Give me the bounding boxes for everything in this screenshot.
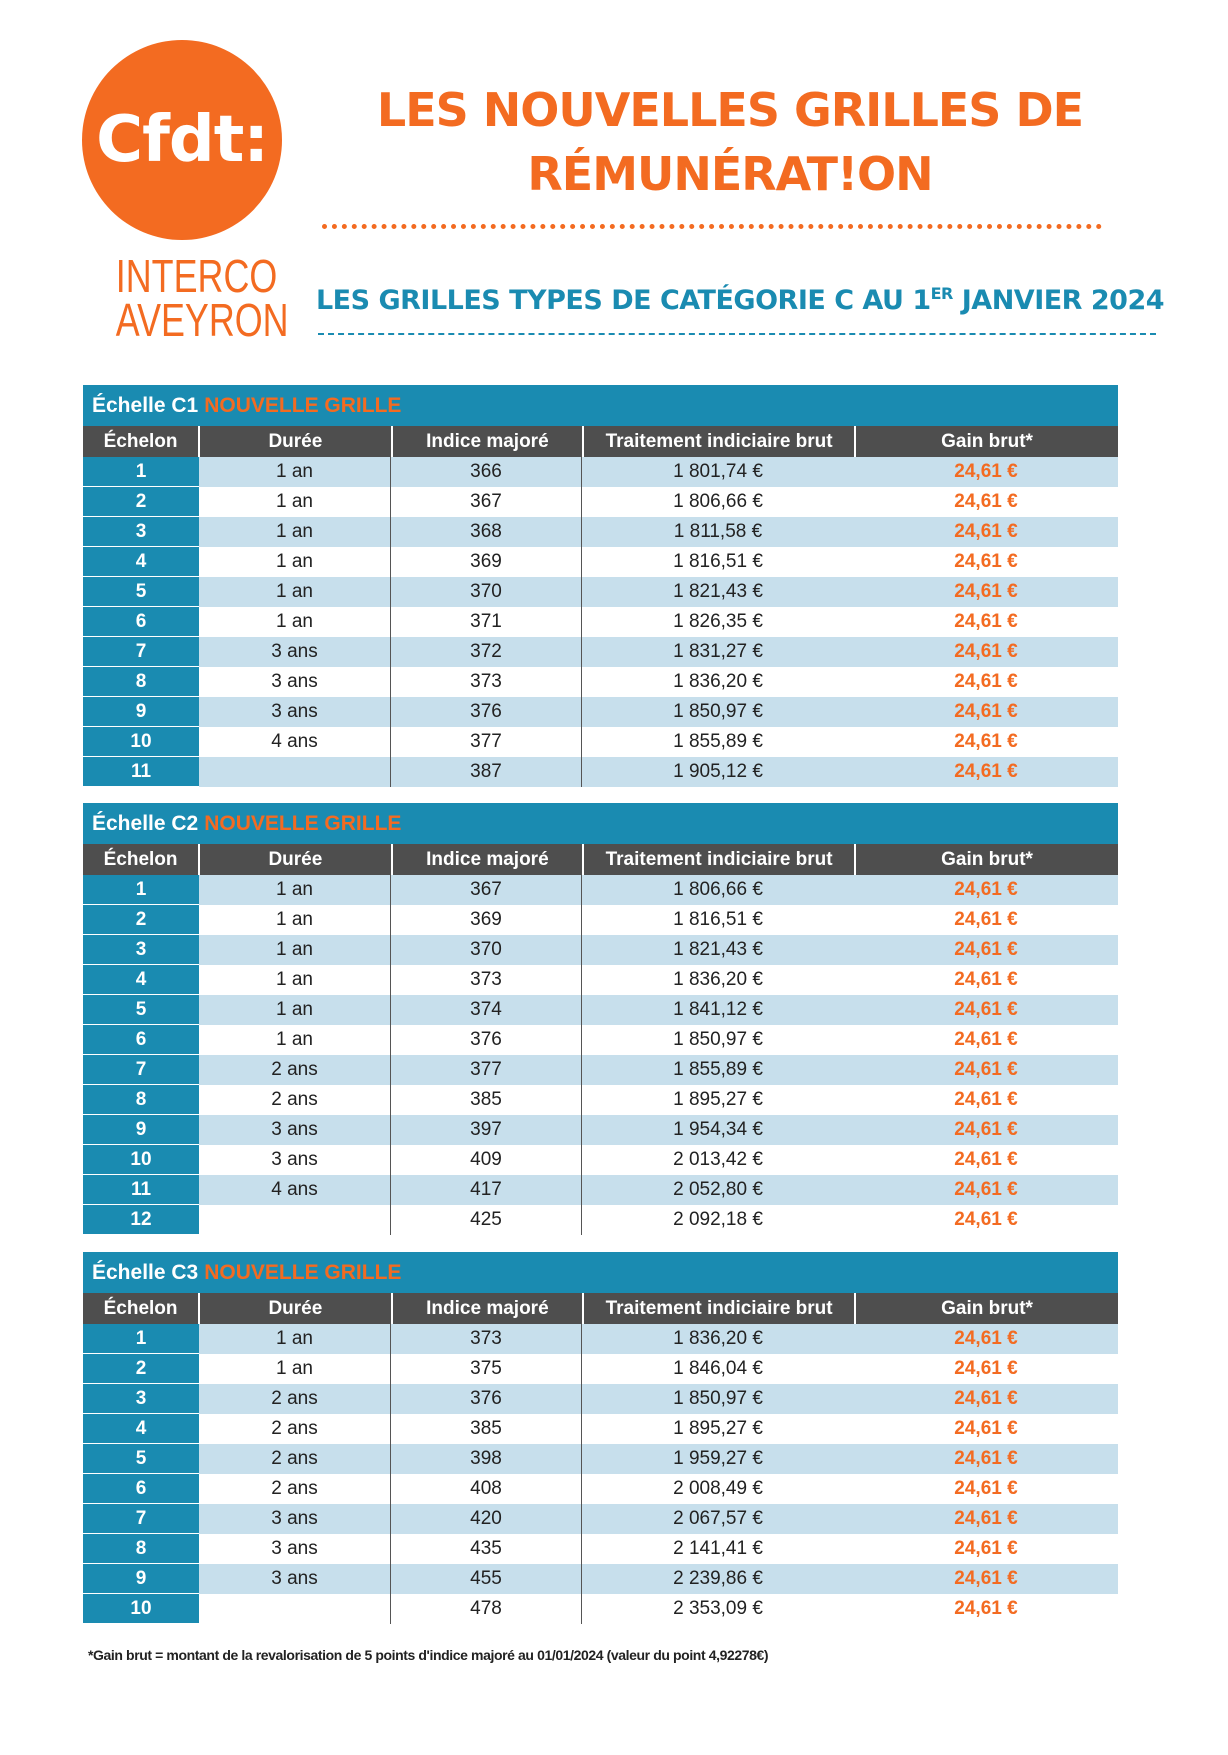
table-row — [83, 727, 1118, 757]
title-line2: RÉMUNÉRAT!ON — [527, 147, 933, 201]
cell-echelon: 4 — [83, 1414, 199, 1444]
table-body — [83, 457, 1118, 787]
cell-echelon: 12 — [83, 1205, 199, 1235]
cell-echelon: 7 — [83, 1504, 199, 1534]
cell-indice: 372 — [391, 637, 582, 667]
cfdt-logo-circle — [82, 40, 282, 240]
scale-title — [83, 1252, 1118, 1293]
column-header-duree: Durée — [198, 844, 391, 875]
subtitle-sup: ER — [930, 284, 953, 303]
cell-gain: 24,61 € — [954, 1478, 1018, 1499]
scale-table-c1 — [83, 385, 1118, 787]
cell-traitement: 1 895,27 € — [673, 1089, 763, 1110]
column-header-gain: Gain brut* — [854, 1293, 1118, 1324]
cell-duree: 3 ans — [199, 637, 391, 667]
cell-gain: 24,61 € — [954, 671, 1018, 692]
cell-duree: 1 an — [199, 517, 391, 547]
scale-tag: NOUVELLE GRILLE — [204, 393, 402, 417]
cell-duree: 2 ans — [199, 1414, 391, 1444]
cell-indice: 368 — [391, 517, 582, 547]
cell-indice: 367 — [391, 875, 582, 905]
table-row — [83, 1055, 1118, 1085]
cell-gain: 24,61 € — [954, 1358, 1018, 1379]
cell-gain: 24,61 € — [954, 1538, 1018, 1559]
cell-traitement: 1 806,66 € — [673, 879, 763, 900]
orange-dotted-divider — [322, 224, 1102, 229]
cell-duree — [199, 1205, 391, 1235]
table-row — [83, 875, 1118, 905]
cell-traitement: 1 959,27 € — [673, 1448, 763, 1469]
scale-name: Échelle C1 — [92, 393, 199, 417]
table-row — [83, 1504, 1118, 1534]
cell-gain: 24,61 € — [954, 1388, 1018, 1409]
cell-indice: 417 — [391, 1175, 582, 1205]
cell-echelon: 9 — [83, 697, 199, 727]
cell-indice: 420 — [391, 1504, 582, 1534]
subtitle-end: JANVIER 2024 — [952, 285, 1165, 316]
table-row — [83, 1205, 1118, 1235]
cell-traitement: 1 850,97 € — [673, 1029, 763, 1050]
cell-indice: 376 — [391, 697, 582, 727]
cell-indice: 377 — [391, 727, 582, 757]
cell-indice: 397 — [391, 1115, 582, 1145]
cell-gain: 24,61 € — [954, 731, 1018, 752]
cell-indice: 435 — [391, 1534, 582, 1564]
logo-line1: INTERCO — [115, 250, 278, 302]
cell-gain: 24,61 € — [954, 1059, 1018, 1080]
cell-duree: 4 ans — [199, 1175, 391, 1205]
cell-traitement: 1 806,66 € — [673, 491, 763, 512]
cell-echelon: 9 — [83, 1115, 199, 1145]
subtitle-main: LES GRILLES TYPES DE CATÉGORIE C AU 1 — [315, 285, 931, 316]
table-row — [83, 1414, 1118, 1444]
table-row — [83, 667, 1118, 697]
cell-echelon: 8 — [83, 1534, 199, 1564]
cell-traitement: 1 841,12 € — [673, 999, 763, 1020]
cell-gain: 24,61 € — [954, 641, 1018, 662]
column-header-traitement: Traitement indiciaire brut — [582, 844, 854, 875]
table-row — [83, 1354, 1118, 1384]
table-row — [83, 517, 1118, 547]
cell-traitement: 1 831,27 € — [673, 641, 763, 662]
table-row — [83, 1444, 1118, 1474]
table-row — [83, 995, 1118, 1025]
scale-tag: NOUVELLE GRILLE — [204, 1260, 402, 1284]
scale-tag: NOUVELLE GRILLE — [204, 811, 402, 835]
table-row — [83, 965, 1118, 995]
cell-gain: 24,61 € — [954, 909, 1018, 930]
table-body — [83, 1324, 1118, 1624]
cell-traitement: 1 954,34 € — [673, 1119, 763, 1140]
cell-duree: 3 ans — [199, 1115, 391, 1145]
cell-traitement: 2 239,86 € — [673, 1568, 763, 1589]
cell-indice: 369 — [391, 905, 582, 935]
cell-echelon: 2 — [83, 905, 199, 935]
cell-indice: 375 — [391, 1354, 582, 1384]
cell-duree: 1 an — [199, 487, 391, 517]
cell-duree: 2 ans — [199, 1085, 391, 1115]
scale-title — [83, 803, 1118, 844]
cell-echelon: 3 — [83, 1384, 199, 1414]
cell-gain: 24,61 € — [954, 939, 1018, 960]
cell-duree: 2 ans — [199, 1474, 391, 1504]
cell-gain: 24,61 € — [954, 1209, 1018, 1230]
cell-indice: 366 — [391, 457, 582, 487]
blue-dashed-divider — [318, 333, 1156, 335]
cell-echelon: 2 — [83, 1354, 199, 1384]
table-row — [83, 697, 1118, 727]
cell-indice: 478 — [391, 1594, 582, 1624]
table-row — [83, 547, 1118, 577]
cell-traitement: 2 092,18 € — [673, 1209, 763, 1230]
cell-duree: 1 an — [199, 547, 391, 577]
cell-indice: 371 — [391, 607, 582, 637]
table-row — [83, 1324, 1118, 1354]
cell-traitement: 1 836,20 € — [673, 969, 763, 990]
column-headers — [83, 844, 1118, 875]
cell-duree: 1 an — [199, 607, 391, 637]
cell-traitement: 1 826,35 € — [673, 611, 763, 632]
cell-indice: 373 — [391, 1324, 582, 1354]
cell-duree: 1 an — [199, 935, 391, 965]
cell-echelon: 1 — [83, 875, 199, 905]
cell-traitement: 2 052,80 € — [673, 1179, 763, 1200]
cell-traitement: 1 905,12 € — [673, 761, 763, 782]
cell-gain: 24,61 € — [954, 1418, 1018, 1439]
cell-traitement: 1 850,97 € — [673, 701, 763, 722]
cell-echelon: 1 — [83, 1324, 199, 1354]
cell-echelon: 4 — [83, 965, 199, 995]
column-header-gain: Gain brut* — [854, 426, 1118, 457]
scale-name: Échelle C2 — [92, 811, 199, 835]
table-row — [83, 1564, 1118, 1594]
scale-table-c2 — [83, 803, 1118, 1235]
cell-indice: 376 — [391, 1384, 582, 1414]
scale-title — [83, 385, 1118, 426]
cell-echelon: 7 — [83, 637, 199, 667]
cell-indice: 455 — [391, 1564, 582, 1594]
cell-traitement: 1 855,89 € — [673, 731, 763, 752]
cell-gain: 24,61 € — [954, 1179, 1018, 1200]
cell-gain: 24,61 € — [954, 611, 1018, 632]
cell-echelon: 6 — [83, 1474, 199, 1504]
cell-indice: 374 — [391, 995, 582, 1025]
cell-echelon: 10 — [83, 727, 199, 757]
cell-echelon: 6 — [83, 607, 199, 637]
cell-duree: 3 ans — [199, 667, 391, 697]
cell-indice: 373 — [391, 667, 582, 697]
column-header-echelon: Échelon — [103, 848, 178, 870]
page-title — [320, 78, 1140, 206]
cell-traitement: 1 816,51 € — [673, 551, 763, 572]
column-header-duree: Durée — [198, 1293, 391, 1324]
cell-echelon: 11 — [83, 1175, 199, 1205]
table-row — [83, 1594, 1118, 1624]
table-body — [83, 875, 1118, 1235]
column-header-duree: Durée — [198, 426, 391, 457]
page-subtitle — [310, 284, 1170, 316]
column-header-traitement: Traitement indiciaire brut — [582, 1293, 854, 1324]
cell-traitement: 1 816,51 € — [673, 909, 763, 930]
cell-duree: 1 an — [199, 995, 391, 1025]
cell-gain: 24,61 € — [954, 701, 1018, 722]
table-row — [83, 577, 1118, 607]
cell-duree: 1 an — [199, 457, 391, 487]
table-row — [83, 457, 1118, 487]
table-row — [83, 637, 1118, 667]
column-header-echelon: Échelon — [103, 430, 178, 452]
cell-traitement: 1 801,74 € — [673, 461, 763, 482]
table-row — [83, 1175, 1118, 1205]
cell-echelon: 8 — [83, 1085, 199, 1115]
cell-gain: 24,61 € — [954, 1448, 1018, 1469]
cell-echelon: 5 — [83, 1444, 199, 1474]
cell-echelon: 4 — [83, 547, 199, 577]
cell-echelon: 1 — [83, 457, 199, 487]
logo-brand: Cfdt: — [96, 103, 268, 177]
cell-duree: 1 an — [199, 905, 391, 935]
cell-indice: 377 — [391, 1055, 582, 1085]
table-row — [83, 905, 1118, 935]
cell-indice: 398 — [391, 1444, 582, 1474]
cell-duree: 3 ans — [199, 1145, 391, 1175]
cell-echelon: 10 — [83, 1594, 199, 1624]
cell-duree: 3 ans — [199, 1534, 391, 1564]
cell-echelon: 5 — [83, 995, 199, 1025]
cell-gain: 24,61 € — [954, 1119, 1018, 1140]
cell-gain: 24,61 € — [954, 1089, 1018, 1110]
cell-traitement: 1 836,20 € — [673, 1328, 763, 1349]
column-header-indice: Indice majoré — [391, 844, 583, 875]
footnote: *Gain brut = montant de la revalorisation de 5 points d'indice majoré au 01/01/2024 (valeur du point 4,92278€) — [88, 1647, 769, 1663]
cell-indice: 370 — [391, 577, 582, 607]
cell-gain: 24,61 € — [954, 969, 1018, 990]
cell-echelon: 2 — [83, 487, 199, 517]
cell-indice: 385 — [391, 1414, 582, 1444]
cell-duree: 2 ans — [199, 1384, 391, 1414]
cell-traitement: 1 855,89 € — [673, 1059, 763, 1080]
cell-duree: 2 ans — [199, 1444, 391, 1474]
column-header-indice: Indice majoré — [391, 426, 583, 457]
cell-duree: 1 an — [199, 1025, 391, 1055]
cell-traitement: 2 141,41 € — [673, 1538, 763, 1559]
table-row — [83, 1085, 1118, 1115]
cell-duree — [199, 757, 391, 787]
table-row — [83, 1145, 1118, 1175]
scale-table-c3 — [83, 1252, 1118, 1624]
cell-echelon: 3 — [83, 517, 199, 547]
table-row — [83, 487, 1118, 517]
table-row — [83, 1474, 1118, 1504]
scale-name: Échelle C3 — [92, 1260, 199, 1284]
cell-gain: 24,61 € — [954, 879, 1018, 900]
cell-gain: 24,61 € — [954, 761, 1018, 782]
cell-indice: 369 — [391, 547, 582, 577]
logo-line2: AVEYRON — [115, 294, 289, 346]
cell-indice: 370 — [391, 935, 582, 965]
table-row — [83, 1534, 1118, 1564]
cell-traitement: 2 353,09 € — [673, 1598, 763, 1619]
cell-traitement: 2 067,57 € — [673, 1508, 763, 1529]
cell-gain: 24,61 € — [954, 461, 1018, 482]
cell-indice: 425 — [391, 1205, 582, 1235]
cell-duree: 1 an — [199, 1354, 391, 1384]
cell-traitement: 2 013,42 € — [673, 1149, 763, 1170]
cell-indice: 409 — [391, 1145, 582, 1175]
cell-indice: 385 — [391, 1085, 582, 1115]
cell-gain: 24,61 € — [954, 1029, 1018, 1050]
table-row — [83, 1384, 1118, 1414]
table-row — [83, 757, 1118, 787]
cell-duree: 1 an — [199, 577, 391, 607]
cell-duree: 3 ans — [199, 1564, 391, 1594]
title-line1: LES NOUVELLES GRILLES DE — [376, 83, 1084, 137]
cell-duree — [199, 1594, 391, 1624]
cell-traitement: 1 846,04 € — [673, 1358, 763, 1379]
cell-traitement: 1 850,97 € — [673, 1388, 763, 1409]
cell-duree: 1 an — [199, 965, 391, 995]
cell-gain: 24,61 € — [954, 521, 1018, 542]
cell-traitement: 2 008,49 € — [673, 1478, 763, 1499]
cell-gain: 24,61 € — [954, 1508, 1018, 1529]
cell-duree: 3 ans — [199, 1504, 391, 1534]
cell-indice: 367 — [391, 487, 582, 517]
cell-indice: 376 — [391, 1025, 582, 1055]
cell-echelon: 11 — [83, 757, 199, 787]
column-header-indice: Indice majoré — [391, 1293, 583, 1324]
cell-traitement: 1 821,43 € — [673, 939, 763, 960]
column-header-echelon: Échelon — [103, 1297, 178, 1319]
cell-traitement: 1 821,43 € — [673, 581, 763, 602]
cell-indice: 408 — [391, 1474, 582, 1504]
cell-duree: 3 ans — [199, 697, 391, 727]
cell-indice: 373 — [391, 965, 582, 995]
cell-gain: 24,61 € — [954, 551, 1018, 572]
cell-gain: 24,61 € — [954, 1328, 1018, 1349]
column-headers — [83, 1293, 1118, 1324]
cell-traitement: 1 811,58 € — [673, 521, 763, 542]
table-row — [83, 935, 1118, 965]
cell-gain: 24,61 € — [954, 1598, 1018, 1619]
table-row — [83, 607, 1118, 637]
cell-echelon: 3 — [83, 935, 199, 965]
cell-gain: 24,61 € — [954, 999, 1018, 1020]
column-header-gain: Gain brut* — [854, 844, 1118, 875]
cell-echelon: 8 — [83, 667, 199, 697]
column-headers — [83, 426, 1118, 457]
cell-echelon: 9 — [83, 1564, 199, 1594]
cell-echelon: 5 — [83, 577, 199, 607]
cell-duree: 4 ans — [199, 727, 391, 757]
cell-traitement: 1 836,20 € — [673, 671, 763, 692]
cell-duree: 1 an — [199, 875, 391, 905]
cell-echelon: 7 — [83, 1055, 199, 1085]
cell-indice: 387 — [391, 757, 582, 787]
cell-traitement: 1 895,27 € — [673, 1418, 763, 1439]
cell-duree: 1 an — [199, 1324, 391, 1354]
cell-duree: 2 ans — [199, 1055, 391, 1085]
cell-gain: 24,61 € — [954, 1568, 1018, 1589]
cell-echelon: 6 — [83, 1025, 199, 1055]
cell-gain: 24,61 € — [954, 581, 1018, 602]
column-header-traitement: Traitement indiciaire brut — [582, 426, 854, 457]
cell-gain: 24,61 € — [954, 1149, 1018, 1170]
table-row — [83, 1115, 1118, 1145]
cell-echelon: 10 — [83, 1145, 199, 1175]
table-row — [83, 1025, 1118, 1055]
cell-gain: 24,61 € — [954, 491, 1018, 512]
